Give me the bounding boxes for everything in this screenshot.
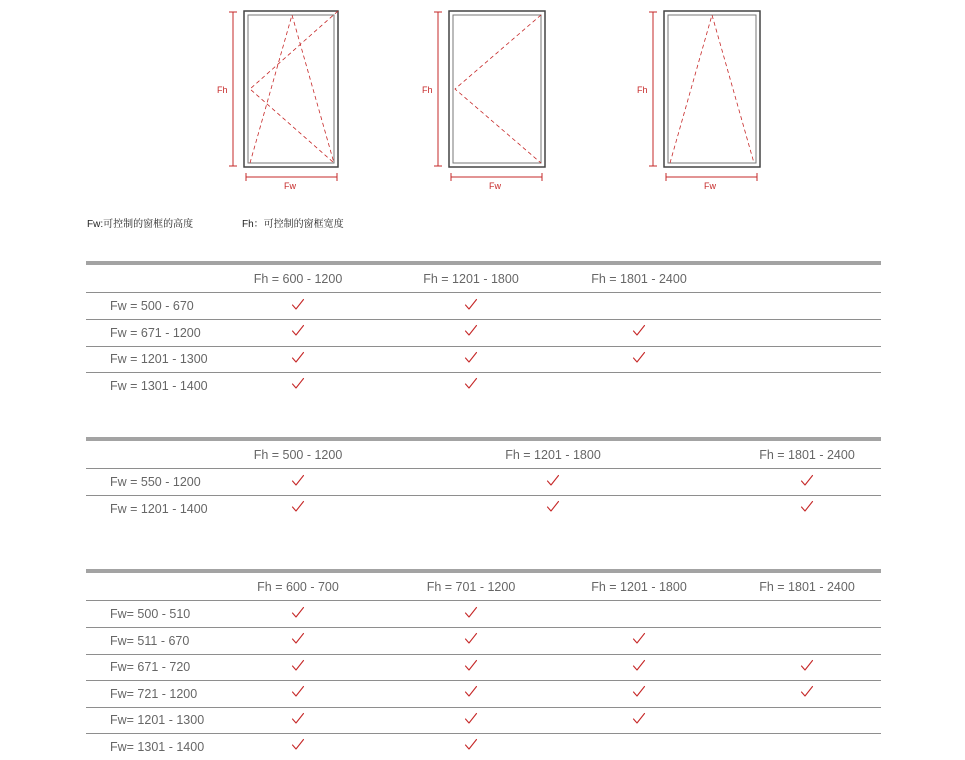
checkmark-icon [464, 655, 478, 681]
check-cell [564, 346, 714, 372]
column-header: Fh = 500 - 1200 [253, 448, 343, 462]
check-cell [396, 681, 546, 707]
row-label: Fw = 1201 - 1300 [110, 352, 208, 366]
check-cell [396, 293, 546, 319]
legend-fw: Fw:可控制的窗框的高度 [87, 219, 194, 230]
checkmark-icon [546, 470, 560, 496]
checkmark-icon [291, 373, 305, 399]
fh-label: Fh [217, 85, 228, 95]
column-header: Fh = 1801 - 2400 [591, 272, 687, 286]
column-header: Fh = 1801 - 2400 [759, 448, 855, 462]
check-cell [732, 469, 882, 495]
check-cell [478, 469, 628, 495]
check-cell [396, 601, 546, 627]
checkmark-icon [464, 320, 478, 346]
checkmark-icon [632, 708, 646, 734]
table-top-rule [86, 569, 881, 573]
check-cell [223, 654, 373, 680]
checkmark-icon [291, 655, 305, 681]
checkmark-icon [291, 347, 305, 373]
legend-fh: Fh：可控制的窗框宽度 [242, 219, 344, 230]
fh-label: Fh [637, 85, 648, 95]
checkmark-icon [632, 628, 646, 654]
check-cell [223, 293, 373, 319]
checkmark-icon [464, 708, 478, 734]
checkmark-icon [291, 496, 305, 522]
check-cell [396, 346, 546, 372]
checkmark-icon [464, 373, 478, 399]
checkmark-icon [291, 320, 305, 346]
checkmark-icon [464, 681, 478, 707]
table-row [86, 469, 881, 496]
check-cell [396, 320, 546, 346]
check-cell [223, 707, 373, 733]
check-cell [396, 734, 546, 760]
check-cell [564, 320, 714, 346]
checkmark-icon [464, 602, 478, 628]
checkmark-icon [291, 470, 305, 496]
check-cell [223, 628, 373, 654]
row-label: Fw= 721 - 1200 [110, 686, 198, 701]
table-header-row [86, 574, 881, 601]
checkmark-icon [464, 347, 478, 373]
column-header: Fh = 600 - 1200 [253, 272, 343, 286]
table-row [86, 320, 881, 347]
check-cell [396, 628, 546, 654]
row-label: Fw= 500 - 510 [110, 607, 191, 621]
checkmark-icon [632, 681, 646, 707]
checkmark-icon [291, 708, 305, 734]
row-label: Fw= 511 - 670 [110, 633, 190, 648]
column-header: Fh = 1801 - 2400 [759, 580, 855, 594]
check-cell [396, 654, 546, 680]
checkmark-icon [800, 681, 814, 707]
check-cell [223, 681, 373, 707]
table-header-row [86, 266, 881, 293]
checkmark-icon [464, 294, 478, 320]
column-header: Fh = 1201 - 1800 [423, 272, 519, 286]
table-header-row [86, 442, 881, 469]
checkmark-icon [291, 602, 305, 628]
column-header: Fh = 1201 - 1800 [591, 580, 687, 594]
checkmark-icon [800, 655, 814, 681]
checkmark-icon [800, 496, 814, 522]
fw-label: Fw [284, 181, 296, 191]
check-cell [564, 654, 714, 680]
check-cell [396, 707, 546, 733]
column-header: Fh = 701 - 1200 [426, 580, 516, 594]
checkmark-icon [632, 347, 646, 373]
table-row [86, 293, 881, 320]
checkmark-icon [546, 496, 560, 522]
check-cell [732, 654, 882, 680]
checkmark-icon [800, 470, 814, 496]
table-row [86, 373, 881, 399]
row-label: Fw = 671 - 1200 [110, 325, 201, 340]
checkmark-icon [291, 734, 305, 760]
row-label: Fw = 1301 - 1400 [110, 378, 208, 393]
check-cell [223, 496, 373, 522]
row-label: Fw= 1301 - 1400 [110, 739, 205, 754]
checkmark-icon [291, 681, 305, 707]
table-row [86, 734, 881, 760]
window-diagram-side-hung [420, 0, 560, 200]
check-cell [223, 601, 373, 627]
table-row [86, 707, 881, 734]
check-cell [564, 681, 714, 707]
table-row [86, 654, 881, 681]
row-label: Fw = 550 - 1200 [110, 475, 201, 489]
fw-label: Fw [489, 181, 501, 191]
checkmark-icon [291, 294, 305, 320]
checkmark-icon [632, 655, 646, 681]
check-cell [564, 707, 714, 733]
checkmark-icon [464, 628, 478, 654]
checkmark-icon [632, 320, 646, 346]
window-diagram-bottom-hung [635, 0, 775, 200]
table-row [86, 496, 881, 522]
table-row [86, 601, 881, 628]
table-row [86, 346, 881, 373]
column-header: Fh = 1201 - 1800 [505, 448, 601, 462]
row-label: Fw= 671 - 720 [110, 660, 191, 674]
table-top-rule [86, 437, 881, 441]
check-cell [564, 628, 714, 654]
row-label: Fw= 1201 - 1300 [110, 713, 205, 727]
check-cell [223, 320, 373, 346]
check-cell [223, 734, 373, 760]
checkmark-icon [464, 734, 478, 760]
table-top-rule [86, 261, 881, 265]
row-label: Fw = 1201 - 1400 [110, 501, 208, 516]
check-cell [732, 496, 882, 522]
fh-label: Fh [422, 85, 433, 95]
checkmark-icon [291, 628, 305, 654]
check-cell [223, 469, 373, 495]
fw-label: Fw [704, 181, 716, 191]
row-label: Fw = 500 - 670 [110, 299, 194, 313]
check-cell [732, 681, 882, 707]
check-cell [223, 346, 373, 372]
table-row [86, 681, 881, 708]
check-cell [396, 373, 546, 399]
column-header: Fh = 600 - 700 [257, 580, 339, 594]
window-diagram-tilt-turn [215, 0, 355, 200]
check-cell [223, 373, 373, 399]
table-row [86, 628, 881, 655]
check-cell [478, 496, 628, 522]
